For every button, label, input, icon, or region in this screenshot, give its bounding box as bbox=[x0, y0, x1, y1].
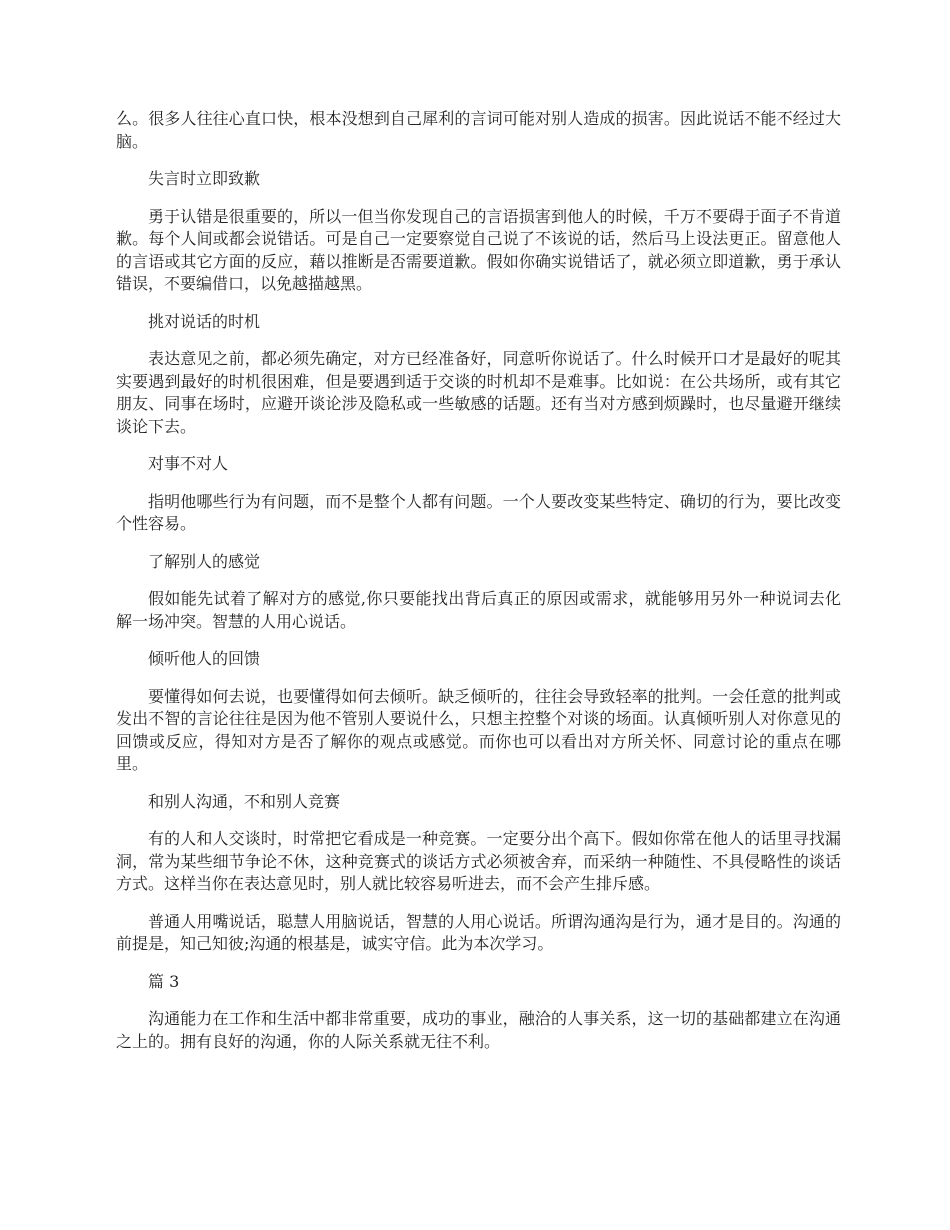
section-heading: 失言时立即致歉 bbox=[148, 169, 261, 188]
paragraph: 表达意见之前，都必须先确定，对方已经准备好，同意听你说话了。什么时候开口才是最好的呢其实要遇到最好的时机很困难，但是要遇到适于交谈的时机却不是难事。比如说：在公共场所，或有其它朋友、同事在场时，应避开谈论涉及隐私或一些敏感的话题。还有当对方感到烦躁时，也尽量避开继续谈论下去。 bbox=[116, 349, 841, 436]
paragraph: 要懂得如何去说，也要懂得如何去倾听。缺乏倾听的，往往会导致轻率的批判。一会任意的批判或发出不智的言论往往是因为他不管别人要说什么，只想主控整个对谈的场面。认真倾听别人对你意见的回馈或反应，得知对方是否了解你的观点或感觉。而你也可以看出对方所关怀、同意讨论的重点在哪里。 bbox=[116, 686, 841, 773]
section-heading: 挑对说话的时机 bbox=[148, 311, 261, 331]
section-heading: 了解别人的感觉 bbox=[148, 551, 261, 571]
paragraph: 普通人用嘴说话，聪慧人用脑说话，智慧的人用心说话。所谓沟通沟是行为，通才是目的。沟通的前提是，知己知彼;沟通的根基是，诚实守信。此为本次学习。 bbox=[116, 911, 841, 953]
paragraph: 勇于认错是很重要的，所以一但当你发现自己的言语损害到他人的时候，千万不要碍于面子不肯道歉。每个人间或都会说错话。可是自己一定要察觉自己说了不该说的话，然后马上设法更正。留意他人的言语或其它方面的反应，藉以推断是否需要道歉。假如你确实说错话了，就必须立即道歉，勇于承认错误，不要编借口，以免越描越黑。 bbox=[116, 206, 841, 293]
paragraph: 指明他哪些行为有问题，而不是整个人都有问题。一个人要改变某些特定、确切的行为，要比改变个性容易。 bbox=[116, 491, 841, 533]
paragraph: 有的人和人交谈时，时常把它看成是一种竞赛。一定要分出个高下。假如你常在他人的话里寻找漏洞，常为某些细节争论不休，这种竞赛式的谈话方式必须被舍弃，而采纳一种随性、不具侵略性的谈话方式。这样当你在表达意见时，别人就比较容易听进去，而不会产生排斥感。 bbox=[116, 829, 841, 893]
paragraph: 么。很多人往往心直口快，根本没想到自己犀利的言词可能对别人造成的损害。因此说话不能不经过大脑。 bbox=[116, 109, 841, 151]
section-heading: 倾听他人的回馈 bbox=[148, 649, 261, 668]
paragraph: 假如能先试着了解对方的感觉,你只要能找出背后真正的原因或需求，就能够用另外一种说词去化解一场冲突。智慧的人用心说话。 bbox=[116, 589, 841, 631]
document-body bbox=[116, 108, 841, 1068]
section-heading: 篇 3 bbox=[148, 971, 180, 991]
section-heading: 和别人沟通，不和别人竞赛 bbox=[148, 791, 341, 811]
section-heading: 对事不对人 bbox=[148, 454, 229, 473]
paragraph: 沟通能力在工作和生活中都非常重要，成功的事业，融洽的人事关系，这一切的基础都建立在沟通之上的。拥有良好的沟通，你的人际关系就无往不利。 bbox=[116, 1009, 841, 1051]
